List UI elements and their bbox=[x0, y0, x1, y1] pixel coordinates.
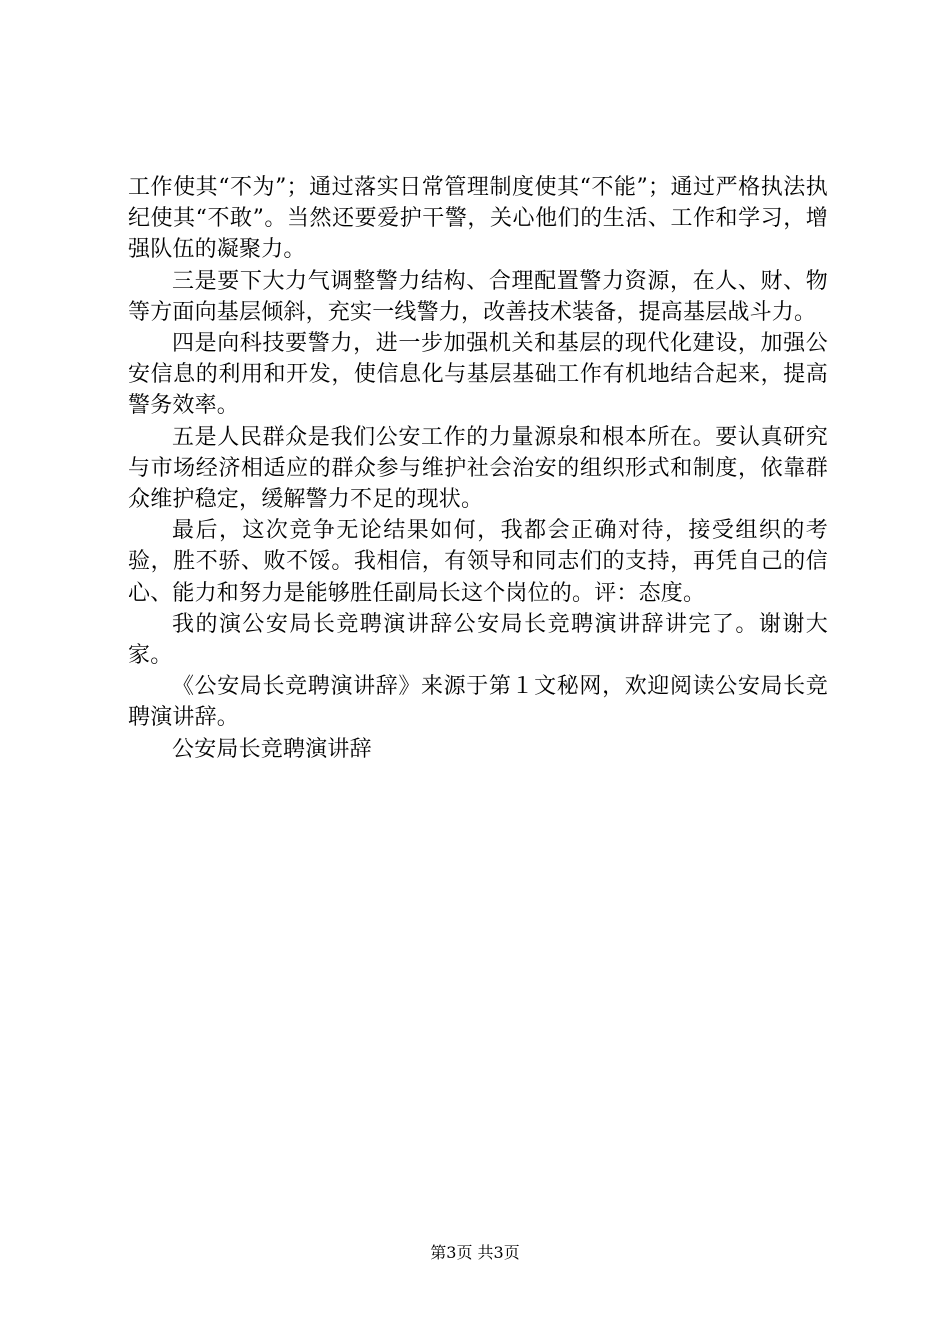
paragraph-8: 公安局长竞聘演讲辞 bbox=[172, 736, 372, 762]
paragraph-4: 五是人民群众是我们公安工作的力量源泉和根本所在。要认真研究与市场经济相适应的群众参与维护社会治安的组织形式和制度，依靠群众维护稳定，缓解警力不足的现状。 bbox=[128, 424, 828, 513]
paragraph-1: 工作使其“不为”；通过落实日常管理制度使其“不能”；通过严格执法执纪使其“不敢”。当然还要爱护干警，关心他们的生活、工作和学习，增强队伍的凝聚力。 bbox=[128, 175, 828, 263]
paragraph-7: 《公安局长竞聘演讲辞》来源于第１文秘网，欢迎阅读公安局长竞聘演讲辞。 bbox=[128, 674, 828, 731]
paragraph-6: 我的演公安局长竞聘演讲辞公安局长竞聘演讲辞讲完了。谢谢大家。 bbox=[128, 611, 828, 669]
document-body bbox=[128, 172, 828, 765]
page-footer: 第3页 共3页 bbox=[430, 1243, 520, 1262]
paragraph-2: 三是要下大力气调整警力结构、合理配置警力资源，在人、财、物等方面向基层倾斜，充实一线警力，改善技术装备，提高基层战斗力。 bbox=[128, 268, 828, 325]
paragraph-3: 四是向科技要警力，进一步加强机关和基层的现代化建设，加强公安信息的利用和开发，使信息化与基层基础工作有机地结合起来，提高警务效率。 bbox=[128, 331, 828, 419]
paragraph-5: 最后，这次竞争无论结果如何，我都会正确对待，接受组织的考验，胜不骄、败不馁。我相信，有领导和同志们的支持，再凭自己的信心、能力和努力是能够胜任副局长这个岗位的。评：态度。 bbox=[128, 518, 828, 606]
